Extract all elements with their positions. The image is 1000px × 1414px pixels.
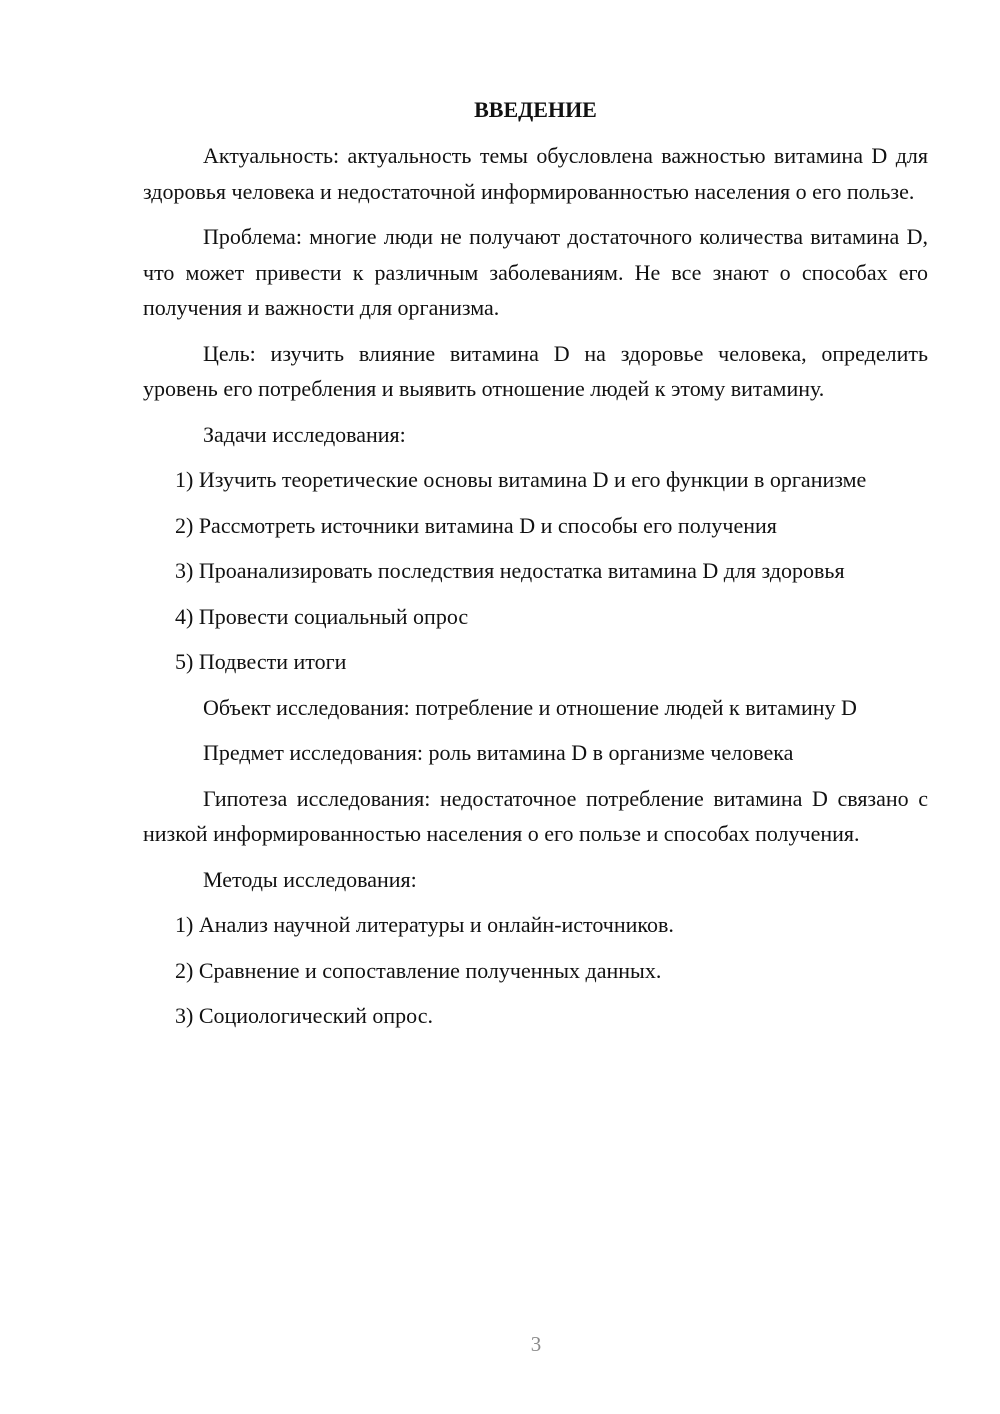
list-item-method-3: 3) Социологический опрос. — [175, 1003, 433, 1028]
page-number: 3 — [530, 1332, 542, 1356]
paragraph-problem: Проблема: многие люди не получают достаточного количества витамина D, что может привести к различным заболеваниям. Не все знают о способах его получения и важности для организма. — [143, 224, 928, 320]
paragraph-goal: Цель: изучить влияние витамина D на здоровье человека, определить уровень его потребления и выявить отношение людей к этому витамину. — [143, 340, 928, 401]
list-item-task-2: 2) Рассмотреть источники витамина D и способы его получения — [175, 512, 777, 538]
list-item-task-5: 5) Подвести итоги — [175, 649, 347, 674]
list-item-task-1: 1) Изучить теоретические основы витамина D и его функции в организме — [175, 467, 867, 492]
list-item-method-2: 2) Сравнение и сопоставление полученных данных. — [175, 957, 662, 983]
page-title: ВВЕДЕНИЕ — [474, 97, 597, 122]
list-item-method-1: 1) Анализ научной литературы и онлайн-источников. — [175, 912, 674, 937]
paragraph-subject: Предмет исследования: роль витамина D в организме человека — [203, 740, 794, 765]
paragraph-relevance: Актуальность: актуальность темы обусловлена важностью витамина D для здоровья человека и недостаточной информированностью населения о его пользе. — [143, 143, 928, 204]
list-item-task-4: 4) Провести социальный опрос — [175, 603, 469, 629]
paragraph-object: Объект исследования: потребление и отношение людей к витамину D — [203, 694, 857, 720]
paragraph-tasks-heading: Задачи исследования: — [203, 421, 406, 447]
document-page — [143, 92, 928, 1044]
list-item-task-3: 3) Проанализировать последствия недостатка витамина D для здоровья — [175, 558, 845, 583]
paragraph-methods-heading: Методы исследования: — [203, 866, 417, 892]
paragraph-hypothesis: Гипотеза исследования: недостаточное потребление витамина D связано с низкой информированностью населения о его пользе и способах получения. — [143, 785, 928, 846]
